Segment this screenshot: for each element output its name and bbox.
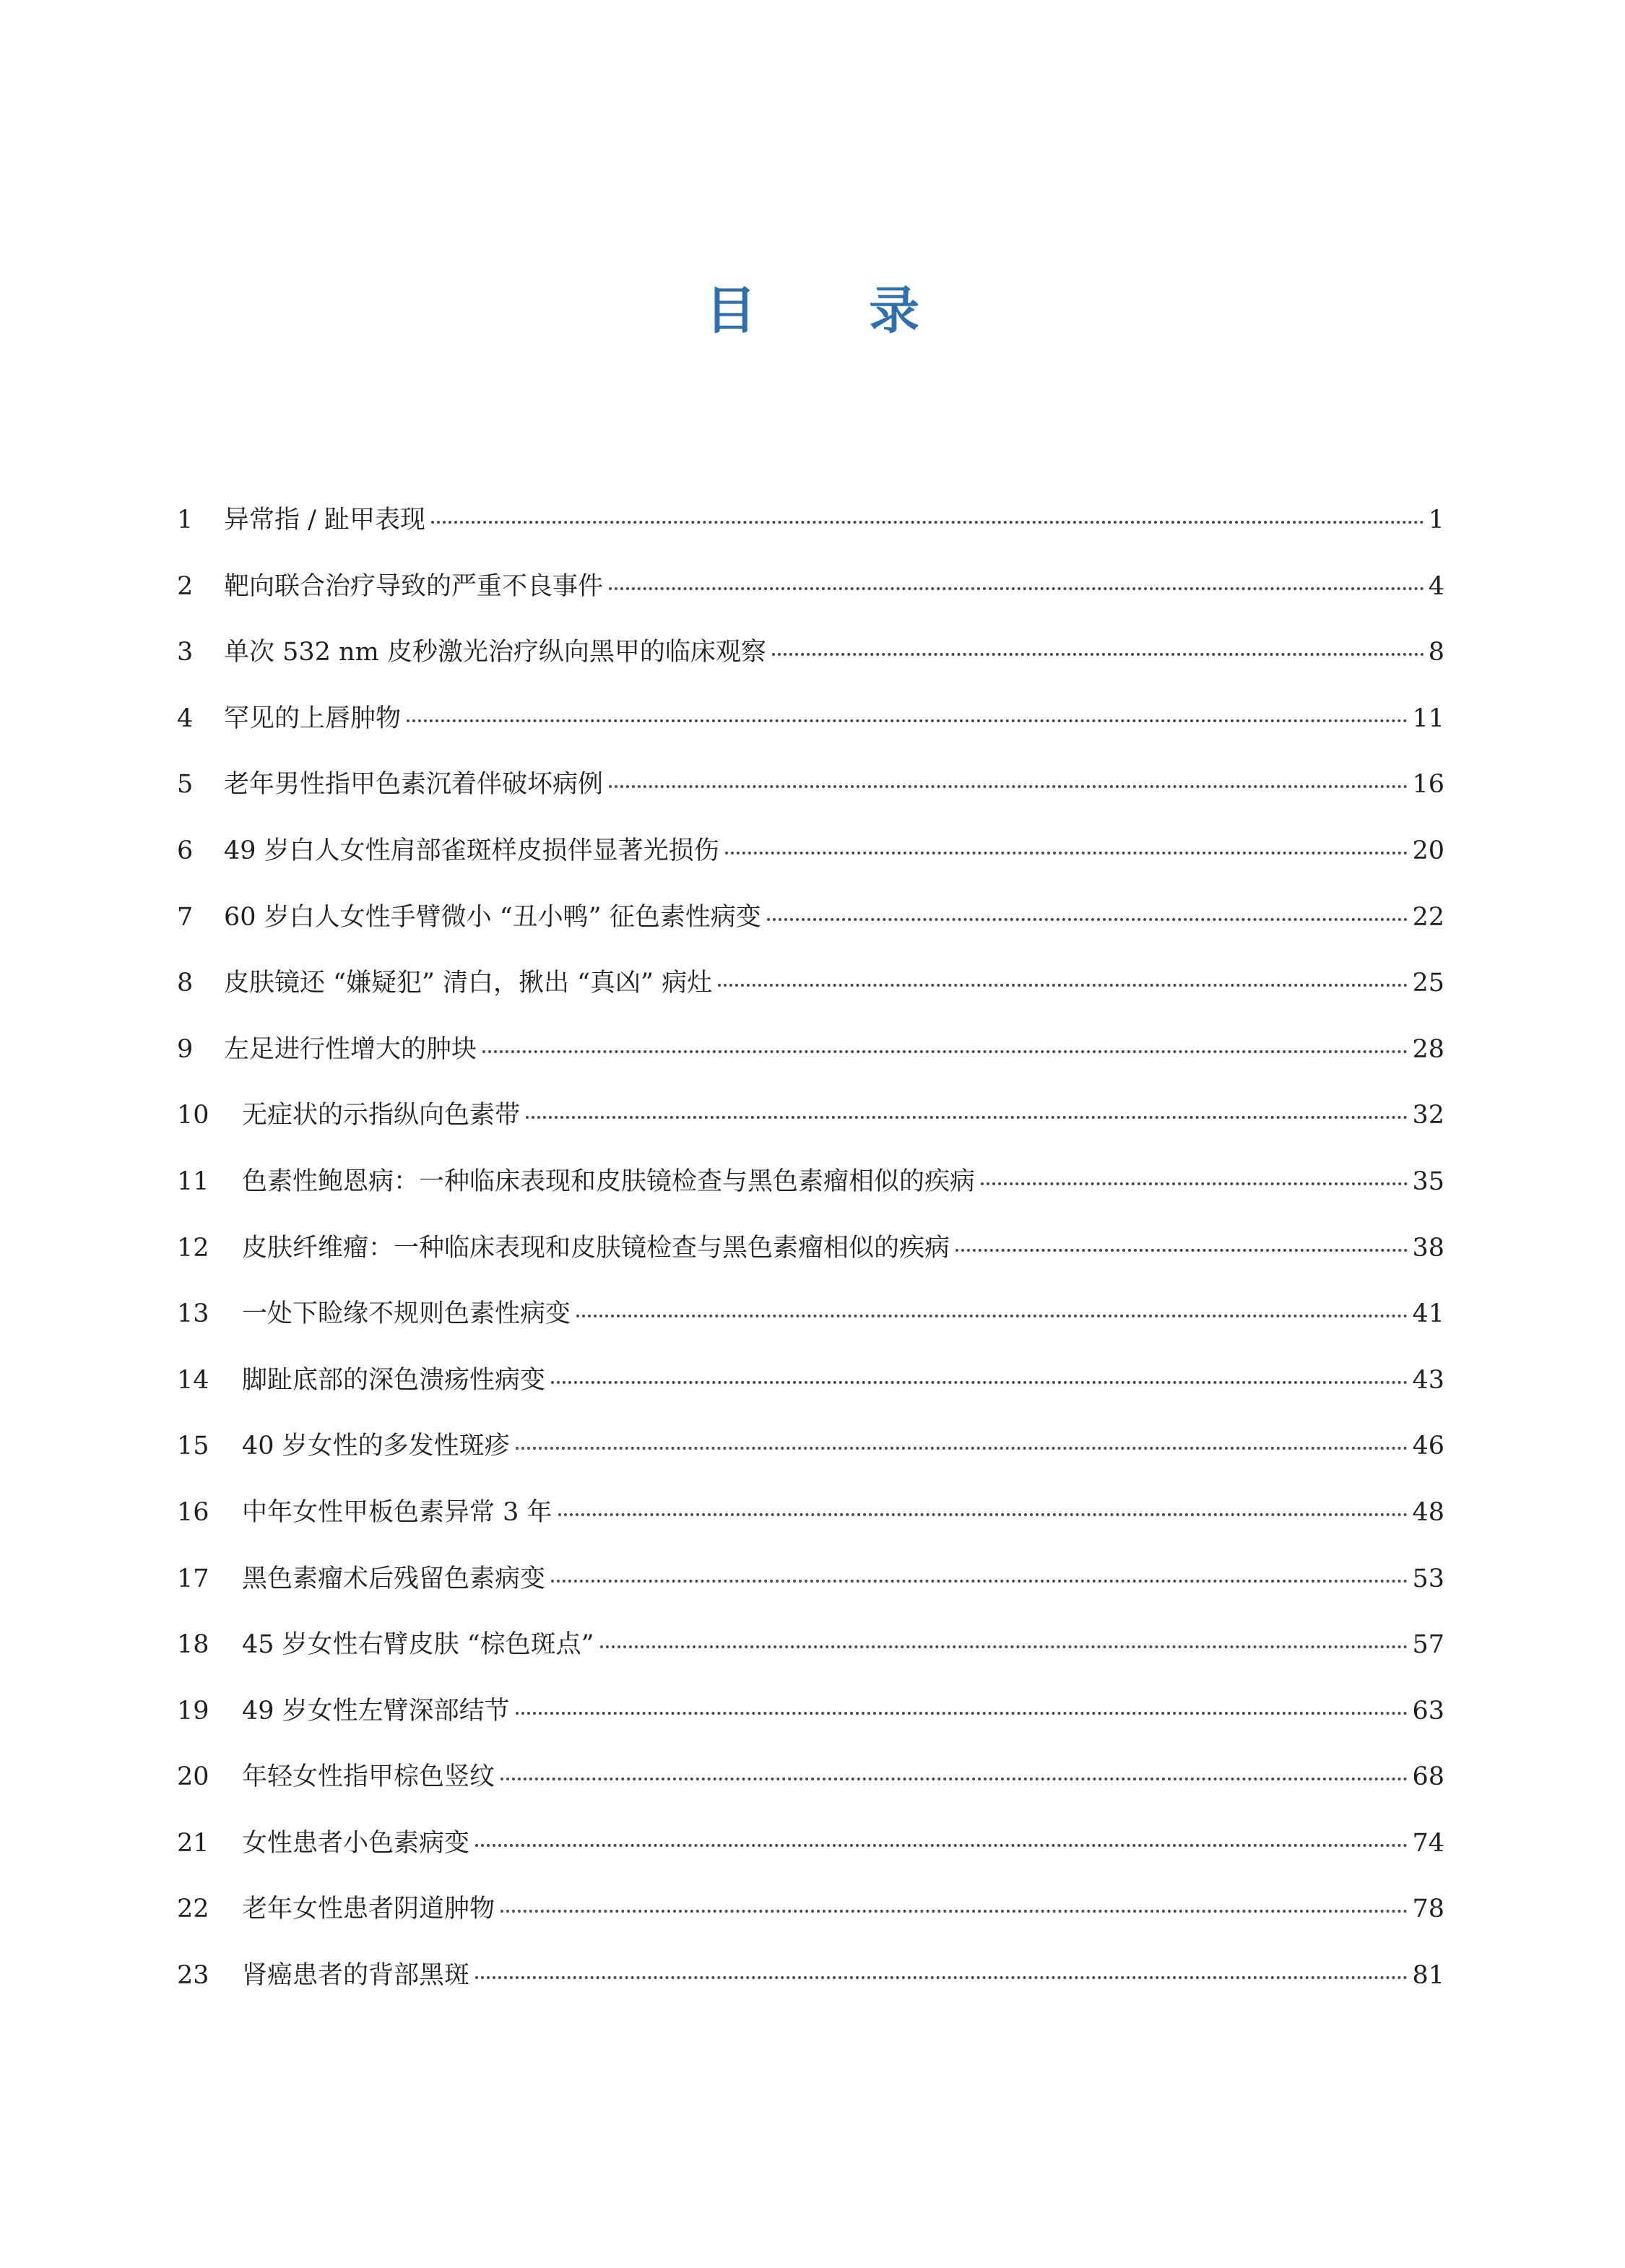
toc-entry-number: 2 (177, 571, 194, 601)
toc-entry-title: 靶向联合治疗导致的严重不良事件 (224, 571, 604, 601)
toc-entry-number: 16 (177, 1497, 209, 1527)
toc-entry[interactable] (177, 1359, 1444, 1425)
toc-entry-page: 41 (1412, 1299, 1444, 1329)
toc-entry[interactable] (177, 829, 1444, 896)
toc-entry-title: 老年女性患者阴道肿物 (242, 1895, 495, 1924)
toc-entry-number: 8 (177, 969, 194, 998)
dot-leader (500, 1910, 1408, 1913)
toc-entry[interactable] (177, 498, 1444, 565)
toc-entry-number: 4 (177, 704, 194, 733)
toc-entry-title: 皮肤纤维瘤：一种临床表现和皮肤镜检查与黑色素瘤相似的疾病 (242, 1233, 950, 1263)
toc-entry-number: 10 (177, 1101, 209, 1130)
dot-leader (407, 719, 1408, 722)
toc-entry-title: 中年女性甲板色素异常 3 年 (242, 1497, 552, 1527)
toc-entry-number: 12 (177, 1233, 209, 1263)
toc-entry-title: 单次 532 nm 皮秒激光治疗纵向黑甲的临床观察 (224, 638, 766, 667)
toc-entry[interactable] (177, 1028, 1444, 1094)
toc-entry-title: 皮肤镜还 “嫌疑犯” 清白，揪出 “真凶” 病灶 (224, 969, 713, 998)
toc-entry-page: 48 (1412, 1497, 1444, 1527)
toc-entry-page: 81 (1412, 1961, 1444, 1991)
toc-entry[interactable] (177, 763, 1444, 829)
toc-entry-page: 74 (1412, 1828, 1444, 1858)
toc-entry-title: 49 岁白人女性肩部雀斑样皮损伴显著光损伤 (224, 836, 719, 865)
toc-entry-page: 63 (1412, 1696, 1444, 1726)
toc-entry-number: 14 (177, 1365, 209, 1395)
dot-leader (558, 1513, 1408, 1516)
toc-entry-page: 20 (1412, 836, 1444, 865)
toc-entry[interactable] (177, 1226, 1444, 1293)
toc-entry[interactable] (177, 1887, 1444, 1954)
toc-entry-title: 脚趾底部的深色溃疡性病变 (242, 1365, 546, 1395)
dot-leader (981, 1182, 1408, 1185)
toc-entry[interactable] (177, 896, 1444, 962)
toc-entry-page: 1 (1428, 506, 1444, 534)
toc-entry-title: 色素性鲍恩病：一种临床表现和皮肤镜检查与黑色素瘤相似的疾病 (242, 1167, 976, 1196)
toc-entry-page: 35 (1412, 1167, 1444, 1196)
toc-entry-page: 16 (1412, 770, 1444, 800)
toc-entry-page: 22 (1412, 902, 1444, 932)
dot-leader (516, 1712, 1408, 1715)
toc-entry-page: 53 (1412, 1564, 1444, 1593)
toc-entry-title: 无症状的示指纵向色素带 (242, 1101, 521, 1130)
table-of-contents (177, 498, 1444, 2020)
toc-entry-number: 5 (177, 770, 194, 800)
dot-leader (772, 653, 1424, 656)
toc-entry-title: 45 岁女性右臂皮肤 “棕色斑点” (242, 1630, 594, 1660)
dot-leader (767, 918, 1408, 921)
toc-entry[interactable] (177, 565, 1444, 631)
toc-entry-number: 18 (177, 1630, 209, 1660)
toc-entry-number: 6 (177, 836, 194, 865)
toc-entry-number: 7 (177, 902, 194, 932)
toc-entry[interactable] (177, 631, 1444, 697)
toc-entry-page: 38 (1412, 1233, 1444, 1263)
toc-entry-number: 11 (177, 1167, 209, 1196)
toc-entry-title: 女性患者小色素病变 (242, 1828, 470, 1858)
toc-entry-title: 49 岁女性左臂深部结节 (242, 1696, 510, 1726)
toc-entry[interactable] (177, 1491, 1444, 1557)
toc-entry-number: 23 (177, 1961, 209, 1991)
toc-entry-number: 3 (177, 638, 194, 667)
toc-entry[interactable] (177, 1557, 1444, 1624)
toc-entry-title: 黑色素瘤术后残留色素病变 (242, 1564, 546, 1593)
toc-entry-title: 肾癌患者的背部黑斑 (242, 1961, 470, 1991)
dot-leader (431, 521, 1424, 524)
toc-entry-page: 8 (1428, 638, 1444, 667)
toc-entry[interactable] (177, 1689, 1444, 1756)
toc-entry-number: 22 (177, 1895, 209, 1924)
dot-leader (576, 1315, 1408, 1317)
toc-entry-page: 25 (1412, 969, 1444, 998)
toc-entry-number: 13 (177, 1299, 209, 1329)
page-title: 目 录 (705, 280, 968, 340)
dot-leader (500, 1778, 1408, 1780)
toc-entry[interactable] (177, 1822, 1444, 1888)
toc-entry-number: 15 (177, 1432, 209, 1461)
toc-entry[interactable] (177, 1160, 1444, 1226)
toc-entry-title: 年轻女性指甲棕色竖纹 (242, 1762, 495, 1792)
toc-entry-page: 43 (1412, 1365, 1444, 1395)
toc-entry-title: 一处下睑缘不规则色素性病变 (242, 1299, 571, 1329)
toc-entry-title: 左足进行性增大的肿块 (224, 1034, 477, 1064)
toc-entry-page: 57 (1412, 1630, 1444, 1660)
toc-entry-page: 4 (1428, 571, 1444, 601)
dot-leader (475, 1976, 1408, 1979)
dot-leader (725, 852, 1408, 854)
dot-leader (956, 1249, 1408, 1252)
toc-entry[interactable] (177, 1954, 1444, 2020)
dot-leader (516, 1447, 1408, 1450)
toc-entry-page: 46 (1412, 1432, 1444, 1461)
toc-entry[interactable] (177, 1094, 1444, 1160)
dot-leader (551, 1381, 1408, 1384)
toc-entry-title: 老年男性指甲色素沉着伴破坏病例 (224, 770, 604, 800)
toc-entry-page: 28 (1412, 1034, 1444, 1064)
dot-leader (526, 1116, 1408, 1119)
toc-entry[interactable] (177, 697, 1444, 763)
toc-entry-title: 罕见的上唇肿物 (224, 704, 402, 733)
toc-entry[interactable] (177, 1755, 1444, 1822)
toc-entry-title: 异常指 / 趾甲表现 (224, 506, 426, 534)
dot-leader (475, 1844, 1408, 1847)
toc-entry[interactable] (177, 1623, 1444, 1689)
toc-entry-page: 32 (1412, 1101, 1444, 1130)
dot-leader (600, 1645, 1408, 1648)
dot-leader (609, 785, 1408, 788)
toc-entry-title: 60 岁白人女性手臂微小 “丑小鸭” 征色素性病变 (224, 902, 761, 932)
toc-entry[interactable] (177, 1424, 1444, 1491)
toc-entry-number: 21 (177, 1828, 209, 1858)
toc-entry-number: 1 (177, 506, 194, 534)
dot-leader (482, 1050, 1408, 1053)
dot-leader (551, 1580, 1408, 1583)
toc-entry[interactable] (177, 1292, 1444, 1359)
toc-entry-number: 17 (177, 1564, 209, 1593)
toc-entry-page: 11 (1412, 704, 1444, 733)
toc-entry[interactable] (177, 961, 1444, 1028)
dot-leader (718, 984, 1408, 987)
toc-entry-number: 19 (177, 1696, 209, 1726)
toc-entry-title: 40 岁女性的多发性斑疹 (242, 1432, 510, 1461)
toc-entry-number: 20 (177, 1762, 209, 1792)
toc-entry-page: 68 (1412, 1762, 1444, 1792)
toc-entry-page: 78 (1412, 1895, 1444, 1924)
toc-entry-number: 9 (177, 1034, 194, 1064)
dot-leader (609, 587, 1424, 590)
